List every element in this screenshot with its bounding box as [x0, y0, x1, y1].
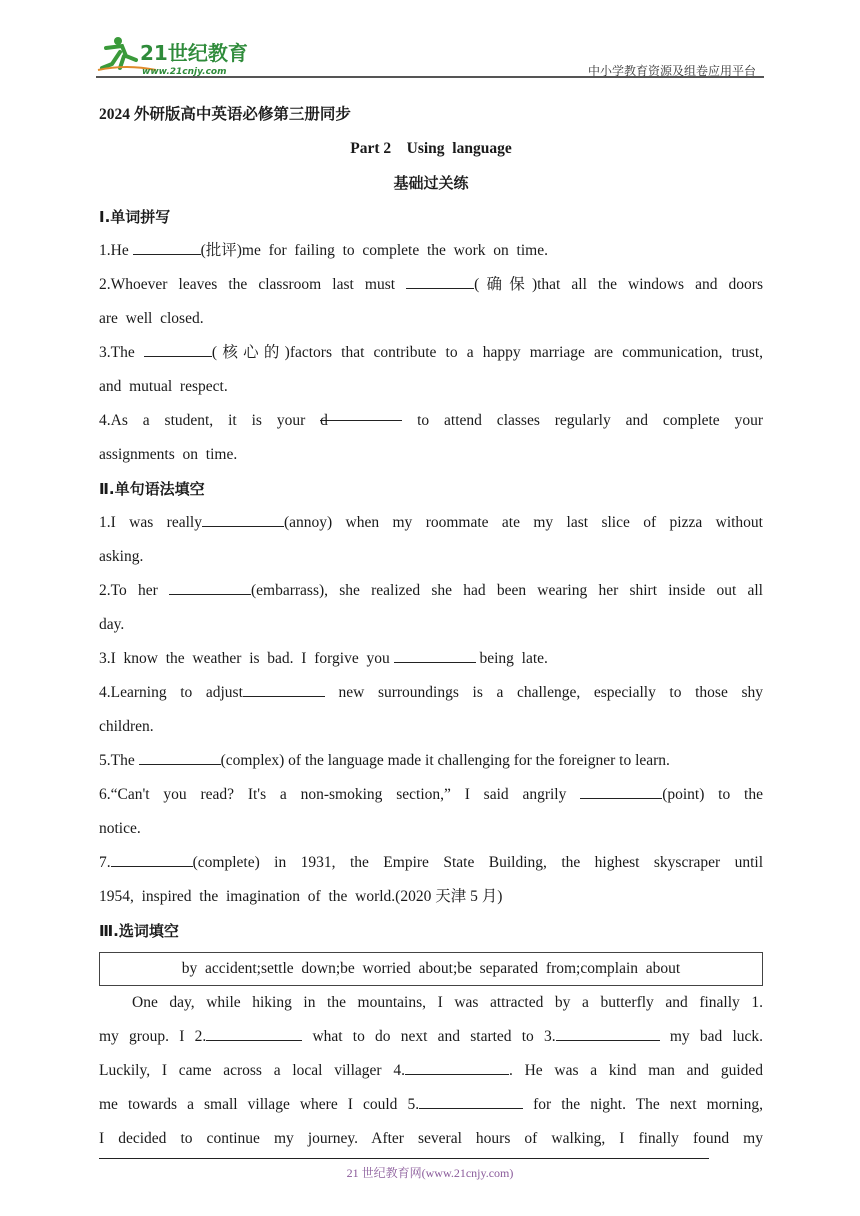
doc-title: 2024 外研版高中英语必修第三册同步 [99, 106, 351, 123]
passage-line-3: Luckily, I came across a local villager 4. . He was a kind man and guided [99, 1054, 763, 1088]
s1-q3-cont: and mutual respect. [99, 378, 228, 395]
s1-q4: 4.As a student, it is your d to attend classes regularly and complete your [99, 404, 763, 438]
answer-blank[interactable] [405, 1058, 509, 1075]
svg-text:21世纪教育: 21世纪教育 [140, 41, 248, 65]
s2-q5: 5.The (complex) of the language made it challenging for the foreigner to learn. [99, 744, 763, 778]
s2-q6: 6.“Can't you read? It's a non-smoking section,” I said angrily (point) to the [99, 778, 763, 812]
s2-q1: 1.I was really (annoy) when my roommate ate my last slice of pizza without [99, 506, 763, 540]
passage-line-5: I decided to continue my journey. After several hours of walking, I finally found my [99, 1130, 763, 1147]
answer-blank[interactable] [419, 1092, 523, 1109]
s2-q4-cont: children. [99, 718, 154, 735]
answer-blank[interactable] [133, 238, 201, 255]
s1-q2: 2.Whoever leaves the classroom last must (确保)that all the windows and doors [99, 268, 763, 302]
answer-blank[interactable] [406, 272, 474, 289]
s2-q7: 7. (complete) in 1931, the Empire State Building, the highest skyscraper until [99, 846, 763, 880]
s2-q4: 4.Learning to adjust new surroundings is a challenge, especially to those shy [99, 676, 763, 710]
footer-divider [99, 1158, 709, 1159]
s2-q1-cont: asking. [99, 548, 144, 565]
answer-blank[interactable] [202, 510, 284, 527]
document-body [99, 98, 763, 1156]
answer-blank[interactable] [144, 340, 212, 357]
s1-q3: 3.The (核心的)factors that contribute to a happy marriage are communication, trust, [99, 336, 763, 370]
section2-heading: Ⅱ.单句语法填空 [99, 480, 205, 498]
answer-blank[interactable] [556, 1024, 660, 1041]
svg-text:www.21cnjy.com: www.21cnjy.com [142, 67, 227, 77]
passage-line-4: me towards a small village where I could 5. for the night. The next morning, [99, 1088, 763, 1122]
word-bank: by accident;settle down;be worried about;be separated from;complain about [99, 952, 763, 986]
s2-q6-cont: notice. [99, 820, 141, 837]
section1-heading: Ⅰ.单词拼写 [99, 208, 171, 226]
answer-blank[interactable] [243, 680, 325, 697]
answer-blank[interactable] [169, 578, 251, 595]
header-divider [96, 76, 764, 78]
exercise-title: 基础过关练 [393, 174, 469, 192]
footer-text: 21 世纪教育网(www.21cnjy.com) [346, 1166, 514, 1180]
answer-blank[interactable] [206, 1024, 302, 1041]
s2-q3: 3.I know the weather is bad. I forgive you being late. [99, 642, 763, 676]
passage-line-2: my group. I 2. what to do next and started to 3. my bad luck. [99, 1020, 763, 1054]
answer-blank[interactable] [394, 646, 476, 663]
answer-blank[interactable] [139, 748, 221, 765]
s2-q2-cont: day. [99, 616, 125, 633]
s1-q1: 1.He (批评)me for failing to complete the work on time. [99, 234, 763, 268]
answer-blank[interactable] [111, 850, 193, 867]
s1-q2-cont: are well closed. [99, 310, 204, 327]
s2-q2: 2.To her (embarrass), she realized she had been wearing her shirt inside out all [99, 574, 763, 608]
answer-blank[interactable] [580, 782, 662, 799]
part-title: Part 2 Using language [350, 140, 512, 157]
platform-name: 中小学教育资源及组卷应用平台 [587, 64, 756, 78]
section3-heading: Ⅲ.选词填空 [99, 922, 179, 940]
s1-q4-cont: assignments on time. [99, 446, 238, 463]
s2-q7-cont: 1954, inspired the imagination of the world.(2020 天津 5 月) [99, 888, 503, 905]
passage-line-1: One day, while hiking in the mountains, I was attracted by a butterfly and finally 1. [132, 994, 763, 1011]
brand-logo [96, 34, 256, 78]
answer-blank[interactable]: d [320, 404, 402, 421]
